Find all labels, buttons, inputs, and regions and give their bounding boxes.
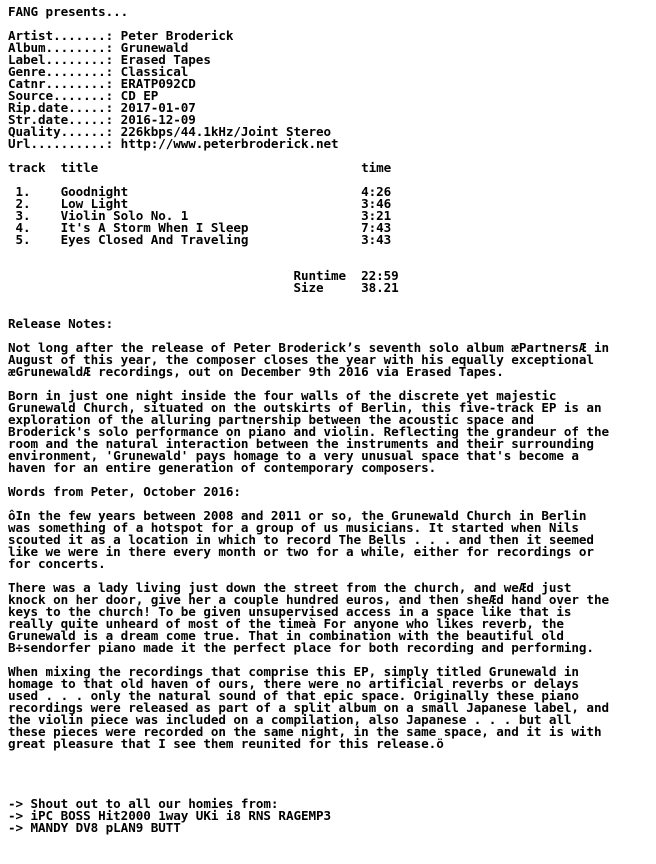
quote-line: scouted it as a location in which to record The Bells . . . and then it seemed bbox=[8, 532, 594, 547]
info-source: Source.......: CD EP bbox=[8, 88, 159, 103]
blank-line bbox=[8, 774, 656, 786]
info-catnr: Catnr........: ERATP092CD bbox=[8, 76, 196, 91]
quote-line: There was a lady living just down the street from the church, and weÆd just bbox=[8, 580, 572, 595]
track-row: 4. It's A Storm When I Sleep 7:43 bbox=[8, 220, 392, 235]
quote-line: knock on her door, give her a couple hundred euros, and then sheÆd hand over the bbox=[8, 592, 609, 607]
info-str-date: Str.date.....: 2016-12-09 bbox=[8, 112, 196, 127]
release-notes-heading: Release Notes: bbox=[8, 316, 114, 331]
quote-line: for concerts. bbox=[8, 556, 106, 571]
notes-line: Born in just one night inside the four walls of the discrete yet majestic bbox=[8, 388, 557, 403]
quote-line: like we were in there every month or two for a while, either for recordings or bbox=[8, 544, 594, 559]
notes-line: exploration of the alluring partnership between the acoustic space and bbox=[8, 412, 534, 427]
blank-line bbox=[8, 762, 656, 774]
quote-line: really quite unheard of most of the timeà For anyone who likes reverb, the bbox=[8, 616, 564, 631]
track-row: 5. Eyes Closed And Traveling 3:43 bbox=[8, 232, 392, 247]
quote-line: was something of a hotspot for a group of us musicians. It started when Nils bbox=[8, 520, 579, 535]
words-heading: Words from Peter, October 2016: bbox=[8, 484, 241, 499]
notes-line: Broderick's solo performance on piano and violin. Reflecting the grandeur of the bbox=[8, 424, 609, 439]
info-quality: Quality......: 226kbps/44.1kHz/Joint Stereo bbox=[8, 124, 332, 139]
quote-line: great pleasure that I see them reunited for this release.ö bbox=[8, 736, 444, 751]
footer-line: -> MANDY DV8 pLAN9 BUTT bbox=[8, 820, 181, 835]
notes-line: Grunewald Church, situated on the outskirts of Berlin, this five-track EP is an bbox=[8, 400, 602, 415]
notes-line: environment, 'Grunewald' pays homage to a very unusual space that's become a bbox=[8, 448, 579, 463]
info-rip-date: Rip.date.....: 2017-01-07 bbox=[8, 100, 196, 115]
size-total: Size 38.21 bbox=[8, 280, 399, 295]
info-label: Label........: Erased Tapes bbox=[8, 52, 211, 67]
notes-line: room and the natural interaction between the instruments and their surrounding bbox=[8, 436, 594, 451]
presents-header: FANG presents... bbox=[8, 4, 129, 19]
info-artist: Artist.......: Peter Broderick bbox=[8, 28, 234, 43]
quote-line: ôIn the few years between 2008 and 2011 or so, the Grunewald Church in Berlin bbox=[8, 508, 587, 523]
info-genre: Genre........: Classical bbox=[8, 64, 189, 79]
runtime-total: Runtime 22:59 bbox=[8, 268, 399, 283]
footer-line: -> Shout out to all our homies from: bbox=[8, 796, 279, 811]
track-row: 2. Low Light 3:46 bbox=[8, 196, 392, 211]
quote-line: When mixing the recordings that comprise this EP, simply titled Grunewald in bbox=[8, 664, 579, 679]
track-row: 3. Violin Solo No. 1 3:21 bbox=[8, 208, 392, 223]
quote-line: used . . . only the natural sound of that epic space. Originally these piano bbox=[8, 688, 579, 703]
quote-line: these pieces were recorded on the same night, in the same space, and it is with bbox=[8, 724, 602, 739]
notes-line: August of this year, the composer closes the year with his equally exceptional bbox=[8, 352, 594, 367]
quote-line: homage to that old haven of ours, there were no artificial reverbs or delays bbox=[8, 676, 579, 691]
blank-line bbox=[8, 246, 656, 258]
quote-line: B÷sendorfer piano made it the perfect place for both recording and performing. bbox=[8, 640, 594, 655]
info-url: Url..........: http://www.peterbroderick.net bbox=[8, 136, 339, 151]
notes-line: æGrunewaldÆ recordings, out on December 9th 2016 via Erased Tapes. bbox=[8, 364, 504, 379]
quote-line: keys to the church! To be given unsupervised access in a space like that is bbox=[8, 604, 572, 619]
nfo-text bbox=[8, 6, 656, 834]
notes-line: Not long after the release of Peter Broderickʼs seventh solo album æPartnersÆ in bbox=[8, 340, 609, 355]
quote-line: recordings were released as part of a split album on a small Japanese label, and bbox=[8, 700, 609, 715]
track-row: 1. Goodnight 4:26 bbox=[8, 184, 392, 199]
tracklist-header: track title time bbox=[8, 160, 392, 175]
blank-line bbox=[8, 750, 656, 762]
quote-line: Grunewald is a dream come true. That in combination with the beautiful old bbox=[8, 628, 564, 643]
blank-line bbox=[8, 294, 656, 306]
info-album: Album........: Grunewald bbox=[8, 40, 189, 55]
notes-line: haven for an entire generation of contemporary composers. bbox=[8, 460, 437, 475]
footer-line: -> iPC BOSS Hit2000 1way UKi i8 RNS RAGEMP3 bbox=[8, 808, 332, 823]
quote-line: the violin piece was included on a compilation, also Japanese . . . but all bbox=[8, 712, 572, 727]
